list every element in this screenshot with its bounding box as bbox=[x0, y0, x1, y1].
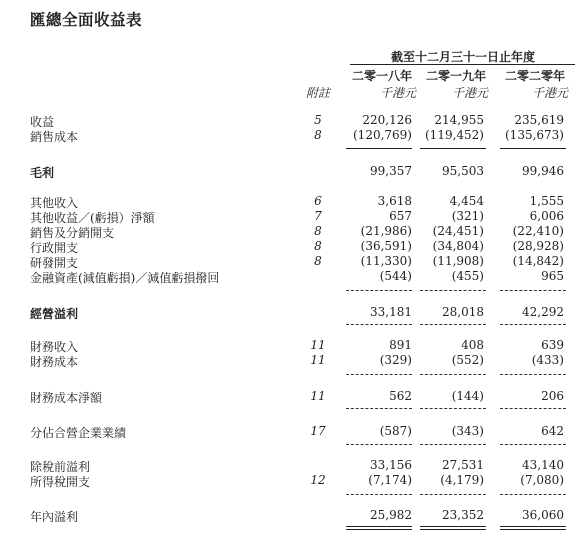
row-label: 銷售成本 bbox=[30, 130, 79, 144]
row-label: 其他收益／(虧損）淨額 bbox=[30, 211, 155, 225]
table-row bbox=[0, 508, 585, 524]
table-row bbox=[0, 209, 585, 225]
subtotal-rule bbox=[346, 148, 412, 149]
table-row bbox=[0, 128, 585, 144]
subtotal-rule bbox=[500, 494, 566, 495]
value-2020: 639 bbox=[541, 338, 564, 352]
table-row bbox=[0, 424, 585, 440]
row-note: 6 bbox=[314, 194, 322, 208]
value-2020: 1,555 bbox=[529, 194, 564, 208]
value-2018: (21,986) bbox=[360, 224, 412, 238]
subtotal-rule bbox=[346, 290, 412, 291]
value-2018: (36,591) bbox=[360, 239, 412, 253]
subtotal-rule bbox=[500, 148, 566, 149]
row-note: 8 bbox=[314, 254, 322, 268]
row-label: 毛利 bbox=[30, 166, 55, 180]
table-row bbox=[0, 353, 585, 369]
subtotal-rule bbox=[500, 444, 566, 445]
value-2019: 408 bbox=[461, 338, 484, 352]
subtotal-rule bbox=[500, 290, 566, 291]
value-2018: 220,126 bbox=[362, 113, 412, 127]
value-2020: 6,006 bbox=[529, 209, 564, 223]
row-label: 分佔合營企業業績 bbox=[30, 426, 127, 440]
row-label: 除稅前溢利 bbox=[30, 460, 91, 474]
value-2018: 562 bbox=[389, 389, 412, 403]
row-note: 8 bbox=[314, 239, 322, 253]
row-note: 11 bbox=[310, 338, 326, 352]
value-2018: 891 bbox=[389, 338, 412, 352]
table-row bbox=[0, 269, 585, 285]
value-2020: (135,673) bbox=[505, 128, 564, 142]
value-2019: (4,179) bbox=[440, 473, 484, 487]
value-2019: (11,908) bbox=[432, 254, 484, 268]
value-2018: (11,330) bbox=[360, 254, 412, 268]
value-2019: (552) bbox=[451, 353, 484, 367]
year-header-2018: 二零一八年 bbox=[351, 69, 412, 83]
row-label: 行政開支 bbox=[30, 241, 79, 255]
table-row bbox=[0, 164, 585, 180]
value-2019: 214,955 bbox=[434, 113, 484, 127]
subtotal-rule bbox=[420, 494, 486, 495]
value-2019: 28,018 bbox=[442, 305, 484, 319]
value-2019: 95,503 bbox=[442, 164, 484, 178]
table-row bbox=[0, 113, 585, 129]
subtotal-rule bbox=[420, 324, 486, 325]
value-2020: 43,140 bbox=[522, 458, 564, 472]
table-row bbox=[0, 239, 585, 255]
subtotal-rule bbox=[346, 444, 412, 445]
period-header: 截至十二月三十一日止年度 bbox=[390, 50, 535, 64]
value-2018: (544) bbox=[379, 269, 412, 283]
subtotal-rule bbox=[346, 408, 412, 409]
table-row bbox=[0, 305, 585, 321]
row-note: 11 bbox=[310, 389, 326, 403]
value-2019: (455) bbox=[451, 269, 484, 283]
value-2018: (7,174) bbox=[368, 473, 412, 487]
row-note: 8 bbox=[314, 224, 322, 238]
value-2019: 23,352 bbox=[442, 508, 484, 522]
value-2020: 206 bbox=[541, 389, 564, 403]
subtotal-rule bbox=[420, 374, 486, 375]
subtotal-rule bbox=[346, 324, 412, 325]
row-note: 11 bbox=[310, 353, 326, 367]
period-underline bbox=[350, 64, 575, 65]
value-2020: 99,946 bbox=[522, 164, 564, 178]
value-2020: 36,060 bbox=[522, 508, 564, 522]
subtotal-rule bbox=[346, 494, 412, 495]
value-2020: (7,080) bbox=[520, 473, 564, 487]
row-label: 金融資產(減值虧損)／減值虧損撥回 bbox=[30, 271, 220, 285]
row-label: 經營溢利 bbox=[30, 307, 79, 321]
year-header-2020: 二零二零年 bbox=[504, 69, 565, 83]
value-2020: (14,842) bbox=[512, 254, 564, 268]
value-2019: (321) bbox=[451, 209, 484, 223]
value-2018: 33,181 bbox=[370, 305, 412, 319]
value-2019: (119,452) bbox=[425, 128, 484, 142]
table-row bbox=[0, 473, 585, 489]
value-2019: 4,454 bbox=[449, 194, 484, 208]
year-header-2019: 二零一九年 bbox=[425, 69, 486, 83]
row-label: 年內溢利 bbox=[30, 510, 79, 524]
table-row bbox=[0, 254, 585, 270]
row-label: 銷售及分銷開支 bbox=[30, 226, 115, 240]
subtotal-rule bbox=[500, 408, 566, 409]
value-2019: (343) bbox=[451, 424, 484, 438]
row-note: 12 bbox=[310, 473, 326, 487]
table-row bbox=[0, 338, 585, 354]
value-2019: (34,804) bbox=[432, 239, 484, 253]
value-2020: (433) bbox=[531, 353, 564, 367]
value-2020: 965 bbox=[541, 269, 564, 283]
unit-label-2019: 千港元 bbox=[451, 86, 488, 100]
row-label: 財務成本 bbox=[30, 355, 79, 369]
page-title: 匯總全面收益表 bbox=[30, 11, 143, 29]
row-note: 8 bbox=[314, 128, 322, 142]
value-2020: 235,619 bbox=[514, 113, 564, 127]
row-note: 5 bbox=[314, 113, 322, 127]
row-label: 財務收入 bbox=[30, 340, 79, 354]
subtotal-rule bbox=[500, 374, 566, 375]
subtotal-rule bbox=[346, 374, 412, 375]
value-2019: 27,531 bbox=[442, 458, 484, 472]
table-row bbox=[0, 224, 585, 240]
subtotal-rule bbox=[500, 324, 566, 325]
value-2020: 42,292 bbox=[522, 305, 564, 319]
subtotal-rule bbox=[420, 148, 486, 149]
value-2020: (22,410) bbox=[512, 224, 564, 238]
subtotal-rule bbox=[420, 408, 486, 409]
row-label: 研發開支 bbox=[30, 256, 79, 270]
value-2018: 99,357 bbox=[370, 164, 412, 178]
value-2020: 642 bbox=[541, 424, 564, 438]
value-2018: 3,618 bbox=[377, 194, 412, 208]
value-2018: 33,156 bbox=[370, 458, 412, 472]
row-label: 財務成本淨額 bbox=[30, 391, 103, 405]
unit-label-2018: 千港元 bbox=[379, 86, 416, 100]
value-2019: (144) bbox=[451, 389, 484, 403]
value-2020: (28,928) bbox=[512, 239, 564, 253]
total-double-rule bbox=[346, 526, 412, 530]
value-2018: 657 bbox=[389, 209, 412, 223]
total-double-rule bbox=[420, 526, 486, 530]
subtotal-rule bbox=[420, 444, 486, 445]
row-note: 7 bbox=[314, 209, 322, 223]
subtotal-rule bbox=[420, 290, 486, 291]
row-label: 其他收入 bbox=[30, 196, 79, 210]
table-row bbox=[0, 194, 585, 210]
value-2018: 25,982 bbox=[370, 508, 412, 522]
row-label: 收益 bbox=[30, 115, 55, 129]
value-2018: (120,769) bbox=[353, 128, 412, 142]
value-2018: (329) bbox=[379, 353, 412, 367]
unit-label-2020: 千港元 bbox=[531, 86, 568, 100]
row-label: 所得稅開支 bbox=[30, 475, 91, 489]
table-row bbox=[0, 389, 585, 405]
value-2018: (587) bbox=[379, 424, 412, 438]
value-2019: (24,451) bbox=[432, 224, 484, 238]
note-column-header: 附註 bbox=[305, 86, 330, 100]
row-note: 17 bbox=[310, 424, 326, 438]
table-row bbox=[0, 458, 585, 474]
total-double-rule bbox=[500, 526, 566, 530]
